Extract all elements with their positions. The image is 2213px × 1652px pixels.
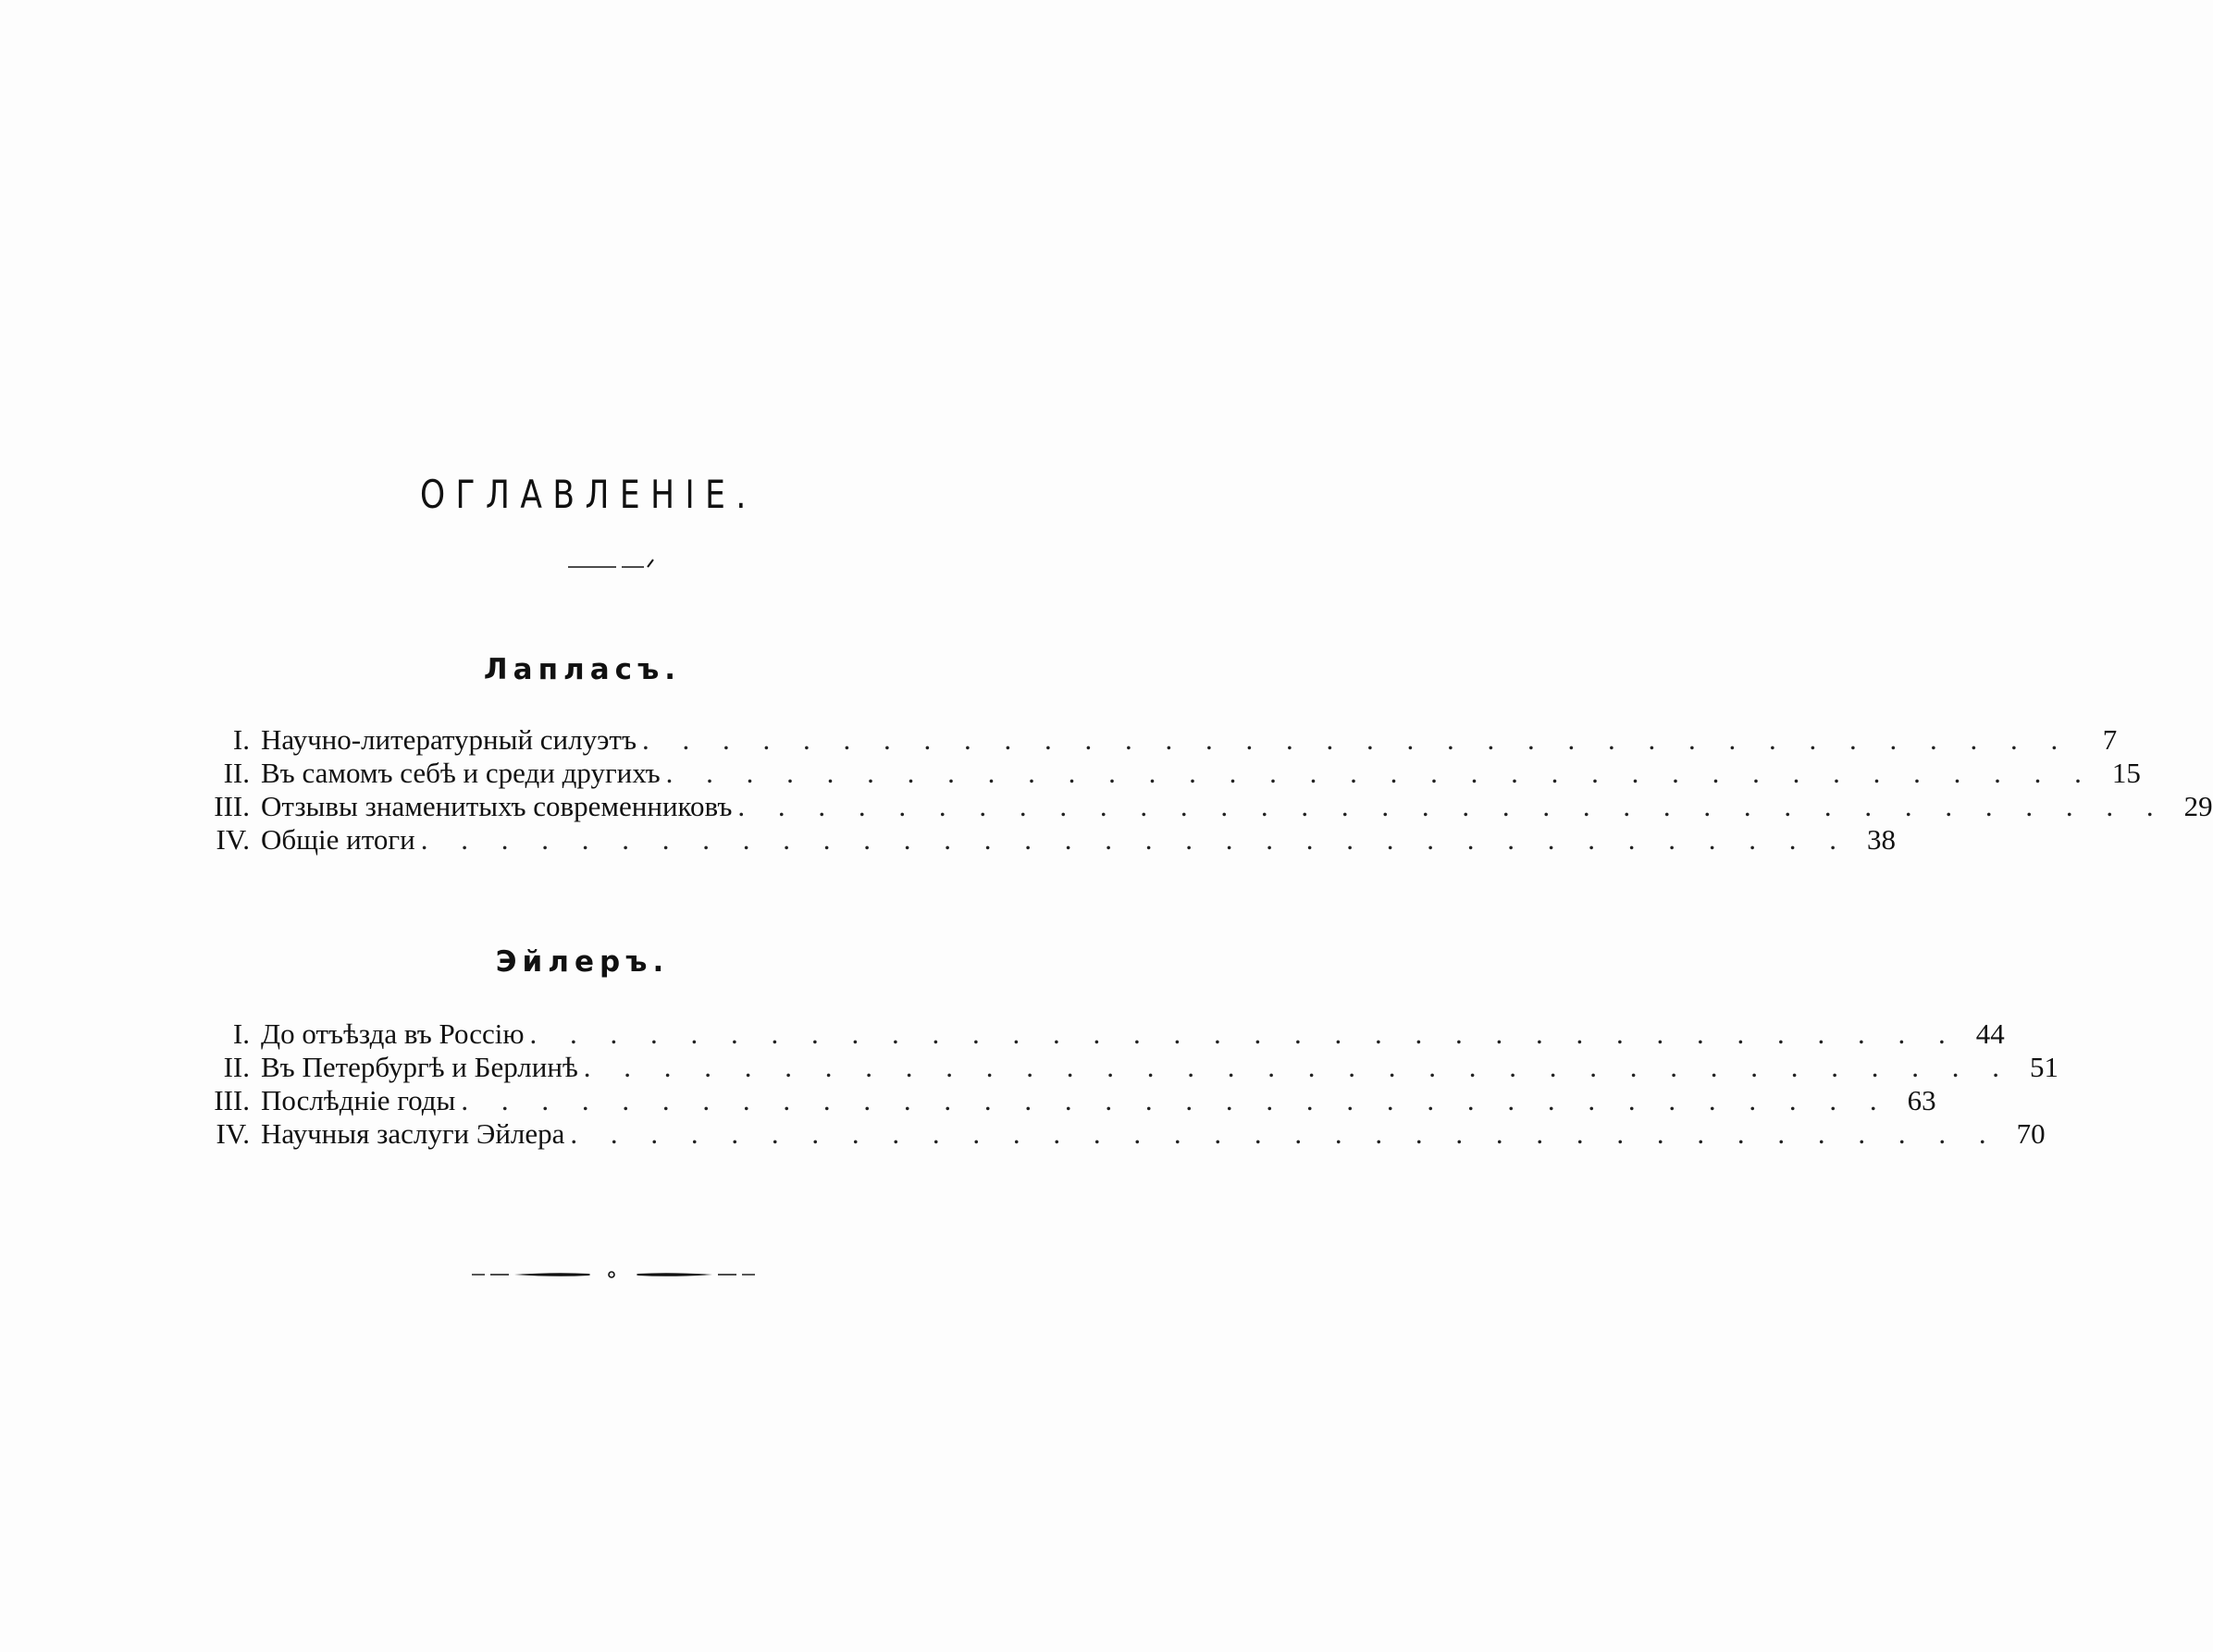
toc-title: Въ Петербургѣ и Берлинѣ [261, 1051, 578, 1083]
toc-list-euler [185, 1017, 2059, 1151]
toc-page-number: 44 [1975, 1017, 2005, 1050]
toc-number: III. [214, 1084, 250, 1116]
toc-row[interactable] [185, 1117, 2046, 1151]
toc-leader: . . . . . . . . . . . . . . . . . . . . . . . . . . . . . . . . . . . . [737, 790, 2167, 822]
toc-list-laplace [185, 723, 2213, 857]
toc-page-number: 38 [1866, 823, 1896, 856]
toc-title: Отзывы знаменитыхъ современниковъ [261, 790, 733, 822]
toc-page-number: 29 [2183, 790, 2213, 822]
toc-page-number: 15 [2111, 757, 2141, 789]
toc-number: II. [223, 757, 250, 789]
toc-leader: . . . . . . . . . . . . . . . . . . . . . . . . . . . . . . . . . . . . [461, 1084, 1890, 1116]
toc-title: Послѣдніе годы [261, 1084, 456, 1116]
toc-number: I. [232, 723, 250, 756]
toc-page-number: 63 [1907, 1084, 1936, 1116]
section-heading-laplace: Лапласъ. [483, 653, 682, 686]
section-heading-euler: Эйлеръ. [495, 945, 670, 979]
toc-title: Научно-литературный силуэтъ [261, 723, 637, 756]
toc-row[interactable] [185, 823, 1896, 857]
page-title: ОГЛАВЛЕНІЕ. [419, 472, 757, 517]
toc-page-number: 51 [2030, 1051, 2059, 1083]
toc-row[interactable] [185, 757, 2141, 790]
toc-row[interactable] [185, 1017, 2005, 1051]
toc-page-number: 70 [2016, 1117, 2046, 1150]
toc-leader: . . . . . . . . . . . . . . . . . . . . . . . . . . . . . . . . . . . . [420, 823, 1849, 856]
toc-number: II. [223, 1051, 250, 1083]
toc-number: IV. [216, 823, 250, 856]
toc-row[interactable] [185, 723, 2118, 757]
toc-page-number: 7 [2102, 723, 2118, 756]
toc-row[interactable] [185, 790, 2213, 823]
toc-leader: . . . . . . . . . . . . . . . . . . . . . . . . . . . . . . . . . . . . [665, 757, 2095, 789]
toc-title: Научныя заслуги Эйлера [261, 1117, 565, 1150]
toc-number: IV. [216, 1117, 250, 1150]
toc-leader: . . . . . . . . . . . . . . . . . . . . . . . . . . . . . . . . . . . . [642, 723, 2071, 756]
toc-leader: . . . . . . . . . . . . . . . . . . . . . . . . . . . . . . . . . . . . [529, 1017, 1959, 1050]
toc-leader: . . . . . . . . . . . . . . . . . . . . . . . . . . . . . . . . . . . . [570, 1117, 1999, 1150]
toc-leader: . . . . . . . . . . . . . . . . . . . . . . . . . . . . . . . . . . . . [583, 1051, 2013, 1083]
toc-title: Въ самомъ себѣ и среди другихъ [261, 757, 661, 789]
title-rule [568, 558, 657, 571]
toc-row[interactable] [185, 1084, 1936, 1117]
toc-row[interactable] [185, 1051, 2059, 1084]
toc-number: III. [214, 790, 250, 822]
toc-title: До отъѣзда въ Россію [261, 1017, 525, 1050]
toc-title: Общіе итоги [261, 823, 415, 856]
toc-number: I. [232, 1017, 250, 1050]
closing-ornament [472, 1265, 755, 1284]
